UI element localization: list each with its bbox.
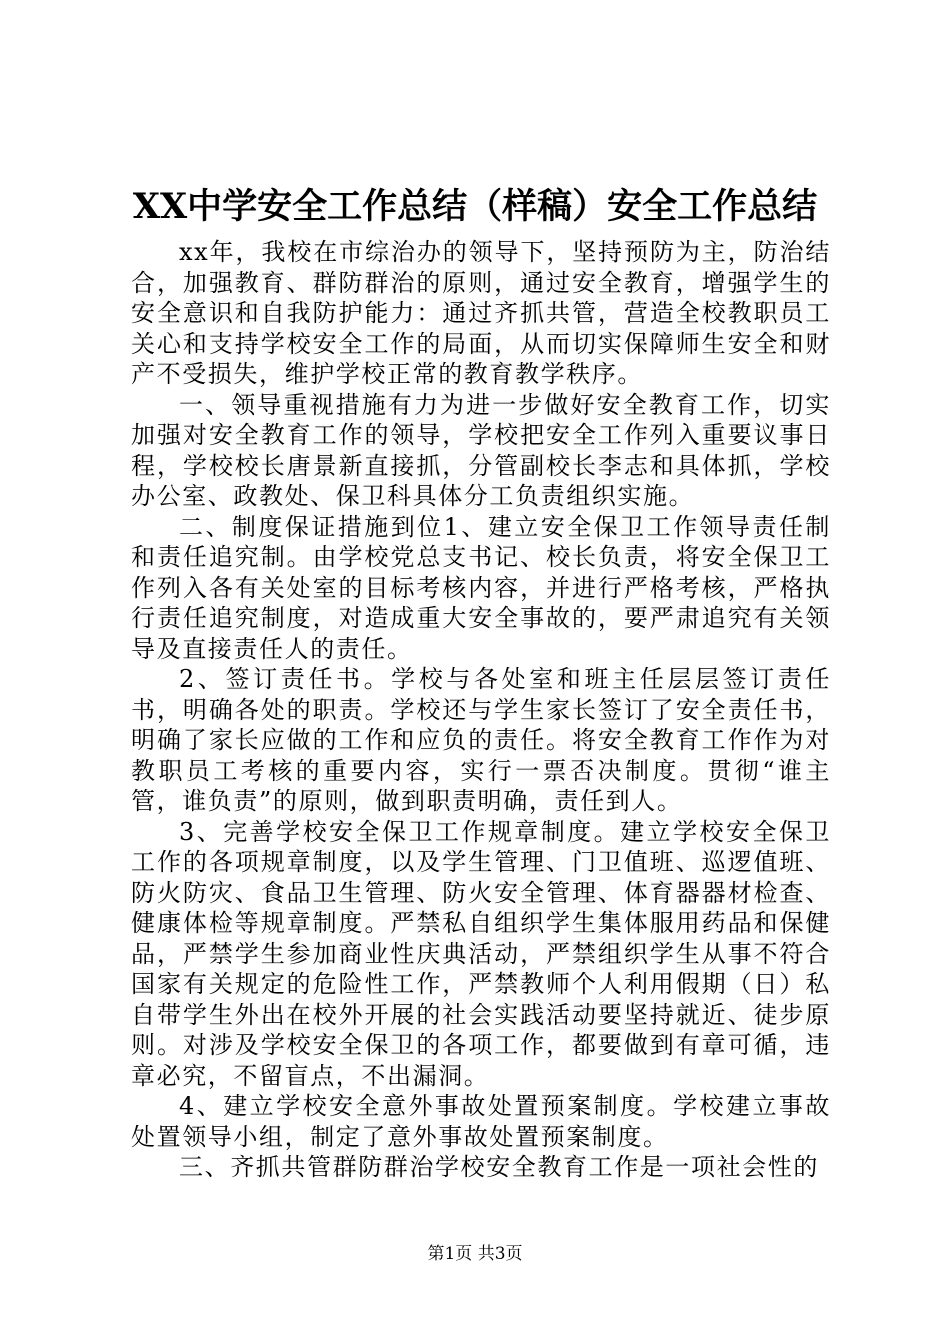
paragraph-leadership: 一、领导重视措施有力为进一步做好安全教育工作，切实加强对安全教育工作的领导，学校把安全工作列入重要议事日程，学校校长唐景新直接抓，分管副校长李志和具体抓，学校办公室、政教处、保卫科具体分工负责组织实施。 [131,390,831,510]
paragraph-rules: 3、完善学校安全保卫工作规章制度。建立学校安全保卫工作的各项规章制度，以及学生管理、门卫值班、巡逻值班、防火防灾、食品卫生管理、防火安全管理、体育器器材检查、健康体检等规章制度。严禁私自组织学生集体服用药品和保健品，严禁学生参加商业性庆典活动，严禁组织学生从事不符合国家有关规定的危险性工作，严禁教师个人利用假期（日）私自带学生外出在校外开展的社会实践活动要坚持就近、徒步原则。对涉及学校安全保卫的各项工作，都要做到有章可循，违章必究，不留盲点，不出漏洞。 [131,817,831,1090]
paragraph-responsibility: 2、签订责任书。学校与各处室和班主任层层签订责任书，明确各处的职责。学校还与学生家长签订了安全责任书，明确了家长应做的工作和应负的责任。将安全教育工作作为对教职员工考核的重要内容，实行一票否决制度。贯彻“谁主管，谁负责”的原则，做到职责明确，责任到人。 [131,665,831,815]
paragraph-intro: xx年，我校在市综治办的领导下，坚持预防为主，防治结合，加强教育、群防群治的原则，通过安全教育，增强学生的安全意识和自我防护能力：通过齐抓共管，营造全校教职员工关心和支持学校安全工作的局面，从而切实保障师生安全和财产不受损失，维护学校正常的教育教学秩序。 [131,238,831,388]
paragraph-system: 二、制度保证措施到位1、建立安全保卫工作领导责任制和责任追究制。由学校党总支书记、校长负责，将安全保卫工作列入各有关处室的目标考核内容，并进行严格考核，严格执行责任追究制度，对造成重大安全事故的，要严肃追究有关领导及直接责任人的责任。 [131,512,831,663]
paragraph-emergency: 4、建立学校安全意外事故处置预案制度。学校建立事故处置领导小组，制定了意外事故处置预案制度。 [131,1092,831,1151]
paragraph-cooperation: 三、齐抓共管群防群治学校安全教育工作是一项社会性的 [179,1153,819,1181]
document-title: XX中学安全工作总结（样稿）安全工作总结 [132,186,818,227]
document-body [131,237,831,1183]
page-number-footer: 第1页 共3页 [427,1244,523,1264]
